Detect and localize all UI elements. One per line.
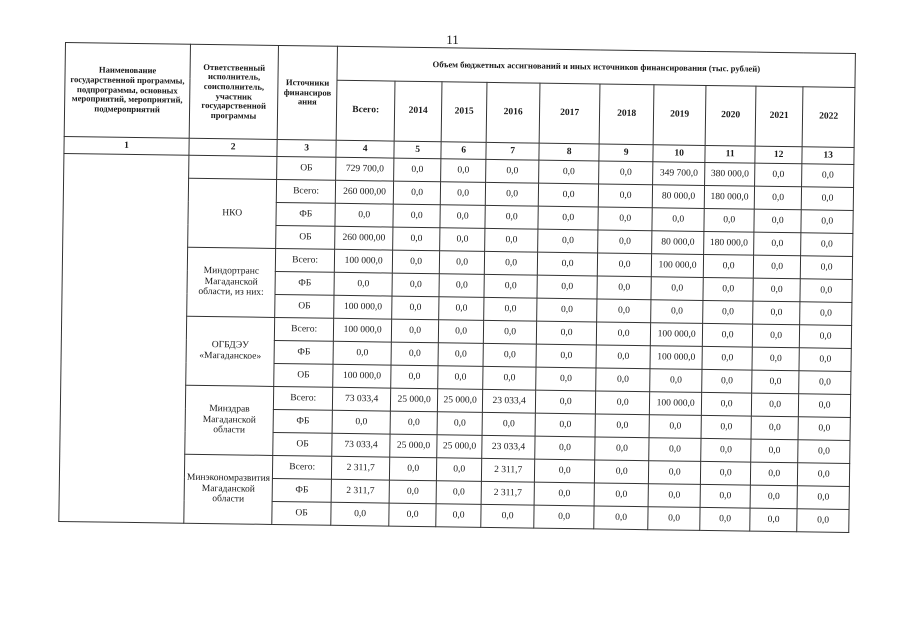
- value-cell: 0,0: [485, 228, 538, 252]
- value-cell: 0,0: [483, 343, 536, 367]
- header-year: 2021: [755, 86, 803, 147]
- total-cell: 100 000,0: [333, 364, 391, 388]
- source-cell: Всего:: [275, 248, 334, 272]
- responsible-cell: НКО: [188, 178, 277, 248]
- value-cell: 0,0: [484, 251, 537, 275]
- value-cell: 0,0: [595, 414, 649, 438]
- value-cell: 0,0: [597, 276, 651, 300]
- value-cell: 0,0: [394, 158, 441, 182]
- value-cell: 0,0: [802, 164, 854, 188]
- column-number: 3: [277, 139, 336, 157]
- source-cell: ОБ: [274, 363, 333, 387]
- value-cell: 0,0: [391, 319, 438, 343]
- program-name-cell: [59, 153, 189, 523]
- value-cell: 0,0: [797, 509, 849, 533]
- value-cell: 0,0: [799, 325, 851, 349]
- value-cell: 0,0: [440, 182, 485, 206]
- value-cell: 100 000,0: [651, 254, 703, 278]
- value-cell: 0,0: [439, 297, 484, 321]
- value-cell: 0,0: [596, 345, 650, 369]
- total-cell: 73 033,4: [333, 387, 391, 411]
- value-cell: 0,0: [596, 322, 650, 346]
- value-cell: 0,0: [800, 279, 852, 303]
- value-cell: 25 000,0: [390, 434, 437, 458]
- value-cell: 0,0: [753, 278, 800, 302]
- value-cell: 0,0: [536, 390, 596, 414]
- value-cell: 0,0: [537, 298, 597, 322]
- source-cell: Всего:: [276, 179, 335, 203]
- value-cell: 0,0: [753, 255, 800, 279]
- value-cell: 0,0: [702, 323, 752, 347]
- value-cell: 0,0: [391, 365, 438, 389]
- value-cell: 0,0: [799, 348, 851, 372]
- header-year: 2015: [441, 82, 487, 143]
- value-cell: 0,0: [801, 210, 853, 234]
- value-cell: 0,0: [798, 417, 850, 441]
- value-cell: 23 033,4: [483, 389, 536, 413]
- value-cell: 80 000,0: [652, 231, 704, 255]
- header-sources: Источники финансиров ания: [277, 45, 337, 140]
- value-cell: 0,0: [649, 461, 701, 485]
- value-cell: 0,0: [439, 251, 484, 275]
- source-cell: ФБ: [276, 202, 335, 226]
- column-number: 12: [755, 146, 802, 164]
- value-cell: 0,0: [599, 161, 653, 185]
- header-volume: Объем бюджетных ассигнований и иных источников финансирования (тыс. рублей): [337, 46, 855, 87]
- value-cell: 0,0: [534, 482, 594, 506]
- value-cell: 0,0: [534, 505, 594, 529]
- value-cell: 0,0: [484, 297, 537, 321]
- value-cell: 0,0: [393, 204, 440, 228]
- value-cell: 0,0: [483, 320, 536, 344]
- responsible-cell: Минздрав Магаданской области: [185, 385, 274, 455]
- value-cell: 0,0: [390, 411, 437, 435]
- value-cell: 0,0: [436, 481, 481, 505]
- value-cell: 0,0: [754, 209, 801, 233]
- value-cell: 380 000,0: [705, 162, 755, 186]
- value-cell: 0,0: [536, 321, 596, 345]
- value-cell: 100 000,0: [650, 323, 702, 347]
- value-cell: 0,0: [755, 163, 802, 187]
- value-cell: 100 000,0: [650, 346, 702, 370]
- value-cell: 0,0: [485, 182, 538, 206]
- value-cell: 0,0: [801, 187, 853, 211]
- header-responsible: Ответственный исполнитель, соисполнитель, участник государственной программы: [189, 44, 278, 139]
- value-cell: 0,0: [392, 250, 439, 274]
- source-cell: ОБ: [276, 225, 335, 249]
- header-year: 2016: [486, 82, 540, 143]
- value-cell: 0,0: [393, 227, 440, 251]
- value-cell: 0,0: [750, 508, 797, 532]
- value-cell: 0,0: [595, 391, 649, 415]
- total-cell: 2 311,7: [331, 479, 389, 503]
- value-cell: 0,0: [752, 347, 799, 371]
- value-cell: 0,0: [535, 436, 595, 460]
- column-number: 9: [599, 144, 653, 162]
- value-cell: 0,0: [484, 274, 537, 298]
- table-wrapper: [58, 42, 856, 533]
- value-cell: 0,0: [535, 413, 595, 437]
- value-cell: 0,0: [800, 302, 852, 326]
- total-cell: 100 000,0: [334, 249, 392, 273]
- total-cell: 0,0: [335, 203, 393, 227]
- header-year: 2014: [394, 81, 442, 142]
- header-total: Всего:: [336, 80, 395, 141]
- column-number: 5: [394, 141, 441, 159]
- value-cell: 0,0: [393, 181, 440, 205]
- total-cell: 2 311,7: [332, 456, 390, 480]
- value-cell: 23 033,4: [482, 435, 535, 459]
- total-cell: 260 000,00: [335, 226, 393, 250]
- value-cell: 0,0: [651, 277, 703, 301]
- source-cell: ОБ: [277, 156, 336, 180]
- value-cell: 0,0: [752, 370, 799, 394]
- value-cell: 0,0: [700, 507, 750, 531]
- source-cell: Всего:: [274, 386, 333, 410]
- value-cell: 2 311,7: [482, 458, 535, 482]
- total-cell: 100 000,0: [334, 295, 392, 319]
- value-cell: 0,0: [597, 299, 651, 323]
- value-cell: 0,0: [701, 415, 751, 439]
- value-cell: 0,0: [392, 273, 439, 297]
- value-cell: 0,0: [486, 159, 539, 183]
- value-cell: 0,0: [798, 440, 850, 464]
- value-cell: 0,0: [703, 277, 753, 301]
- value-cell: 0,0: [702, 346, 752, 370]
- value-cell: 0,0: [482, 412, 535, 436]
- value-cell: 0,0: [440, 228, 485, 252]
- value-cell: 0,0: [437, 458, 482, 482]
- value-cell: 0,0: [389, 480, 436, 504]
- value-cell: 0,0: [536, 367, 596, 391]
- value-cell: 0,0: [594, 506, 648, 530]
- value-cell: 0,0: [651, 300, 703, 324]
- value-cell: 0,0: [701, 461, 751, 485]
- value-cell: 0,0: [754, 232, 801, 256]
- value-cell: 0,0: [751, 439, 798, 463]
- value-cell: 0,0: [596, 368, 650, 392]
- value-cell: 0,0: [650, 369, 702, 393]
- column-number: 7: [486, 142, 539, 160]
- value-cell: 0,0: [481, 504, 534, 528]
- value-cell: 0,0: [597, 253, 651, 277]
- value-cell: 0,0: [439, 274, 484, 298]
- value-cell: 0,0: [391, 342, 438, 366]
- value-cell: 0,0: [750, 485, 797, 509]
- value-cell: 0,0: [594, 483, 648, 507]
- value-cell: 0,0: [753, 301, 800, 325]
- source-cell: ФБ: [272, 478, 331, 502]
- value-cell: 0,0: [538, 183, 598, 207]
- value-cell: 0,0: [652, 208, 704, 232]
- total-cell: 260 000,00: [335, 180, 393, 204]
- value-cell: 0,0: [390, 457, 437, 481]
- column-number: 2: [189, 138, 277, 156]
- value-cell: 0,0: [535, 459, 595, 483]
- value-cell: 0,0: [752, 324, 799, 348]
- column-number: 10: [653, 145, 705, 163]
- value-cell: 0,0: [440, 205, 485, 229]
- total-cell: 729 700,0: [336, 157, 394, 181]
- value-cell: 25 000,0: [391, 388, 438, 412]
- header-year: 2022: [802, 87, 855, 148]
- value-cell: 0,0: [437, 412, 482, 436]
- value-cell: 0,0: [538, 206, 598, 230]
- value-cell: 0,0: [751, 393, 798, 417]
- value-cell: 0,0: [436, 504, 481, 528]
- source-cell: ФБ: [274, 340, 333, 364]
- source-cell: ОБ: [272, 501, 331, 525]
- value-cell: 0,0: [483, 366, 536, 390]
- value-cell: 0,0: [703, 300, 753, 324]
- value-cell: 180 000,0: [704, 231, 754, 255]
- value-cell: 0,0: [598, 184, 652, 208]
- column-number: 13: [802, 147, 854, 165]
- value-cell: 0,0: [801, 233, 853, 257]
- value-cell: 0,0: [649, 438, 701, 462]
- value-cell: 0,0: [598, 207, 652, 231]
- source-cell: Всего:: [273, 455, 332, 479]
- value-cell: 0,0: [485, 205, 538, 229]
- total-cell: 0,0: [334, 272, 392, 296]
- value-cell: 0,0: [751, 462, 798, 486]
- value-cell: 80 000,0: [652, 185, 704, 209]
- total-cell: 0,0: [331, 502, 389, 526]
- value-cell: 0,0: [799, 371, 851, 395]
- source-cell: ОБ: [275, 294, 334, 318]
- value-cell: 0,0: [538, 229, 598, 253]
- value-cell: 0,0: [649, 415, 701, 439]
- value-cell: 349 700,0: [653, 162, 705, 186]
- value-cell: 0,0: [798, 394, 850, 418]
- responsible-cell: Минэкономразвития Магаданской области: [184, 454, 273, 524]
- source-cell: ОБ: [273, 432, 332, 456]
- value-cell: 0,0: [648, 507, 700, 531]
- value-cell: 0,0: [701, 438, 751, 462]
- total-cell: 0,0: [333, 341, 391, 365]
- value-cell: 25 000,0: [437, 435, 482, 459]
- value-cell: 0,0: [797, 486, 849, 510]
- responsible-cell: [189, 155, 277, 179]
- value-cell: 0,0: [539, 160, 599, 184]
- value-cell: 0,0: [438, 366, 483, 390]
- table-body: [59, 136, 854, 532]
- value-cell: 100 000,0: [649, 392, 701, 416]
- value-cell: 0,0: [438, 343, 483, 367]
- value-cell: 0,0: [598, 230, 652, 254]
- value-cell: 0,0: [595, 460, 649, 484]
- column-number: 4: [336, 140, 394, 158]
- total-cell: 73 033,4: [332, 433, 390, 457]
- value-cell: 0,0: [389, 503, 436, 527]
- value-cell: 25 000,0: [438, 389, 483, 413]
- header-year: 2018: [599, 84, 654, 145]
- value-cell: 0,0: [700, 484, 750, 508]
- value-cell: 0,0: [751, 416, 798, 440]
- value-cell: 2 311,7: [481, 481, 534, 505]
- value-cell: 0,0: [392, 296, 439, 320]
- header-year: 2017: [539, 83, 600, 144]
- responsible-cell: ОГБДЭУ «Магаданское»: [186, 316, 275, 386]
- header-year: 2020: [705, 85, 756, 146]
- column-number: 8: [539, 143, 599, 161]
- value-cell: 0,0: [701, 392, 751, 416]
- value-cell: 0,0: [438, 320, 483, 344]
- source-cell: Всего:: [274, 317, 333, 341]
- value-cell: 0,0: [754, 186, 801, 210]
- header-name: Наименование государственной программы, подпрограммы, основных мероприятий, мероприятий, подмероприятий: [64, 43, 190, 139]
- value-cell: 0,0: [798, 463, 850, 487]
- column-number: 1: [64, 136, 189, 155]
- source-cell: ФБ: [275, 271, 334, 295]
- value-cell: 0,0: [704, 208, 754, 232]
- header-year: 2019: [653, 85, 706, 146]
- value-cell: 0,0: [536, 344, 596, 368]
- value-cell: 0,0: [800, 256, 852, 280]
- value-cell: 0,0: [595, 437, 649, 461]
- value-cell: 180 000,0: [704, 185, 754, 209]
- value-cell: 0,0: [702, 369, 752, 393]
- total-cell: 100 000,0: [333, 318, 391, 342]
- value-cell: 0,0: [537, 252, 597, 276]
- column-number: 11: [705, 145, 755, 163]
- value-cell: 0,0: [648, 484, 700, 508]
- value-cell: 0,0: [703, 254, 753, 278]
- responsible-cell: Миндортранс Магаданской области, из них:: [187, 247, 276, 317]
- column-number: 6: [441, 142, 486, 160]
- source-cell: ФБ: [273, 409, 332, 433]
- value-cell: 0,0: [537, 275, 597, 299]
- value-cell: 0,0: [441, 159, 486, 183]
- budget-table: [58, 42, 856, 533]
- page-number: 11: [446, 32, 459, 47]
- total-cell: 0,0: [332, 410, 390, 434]
